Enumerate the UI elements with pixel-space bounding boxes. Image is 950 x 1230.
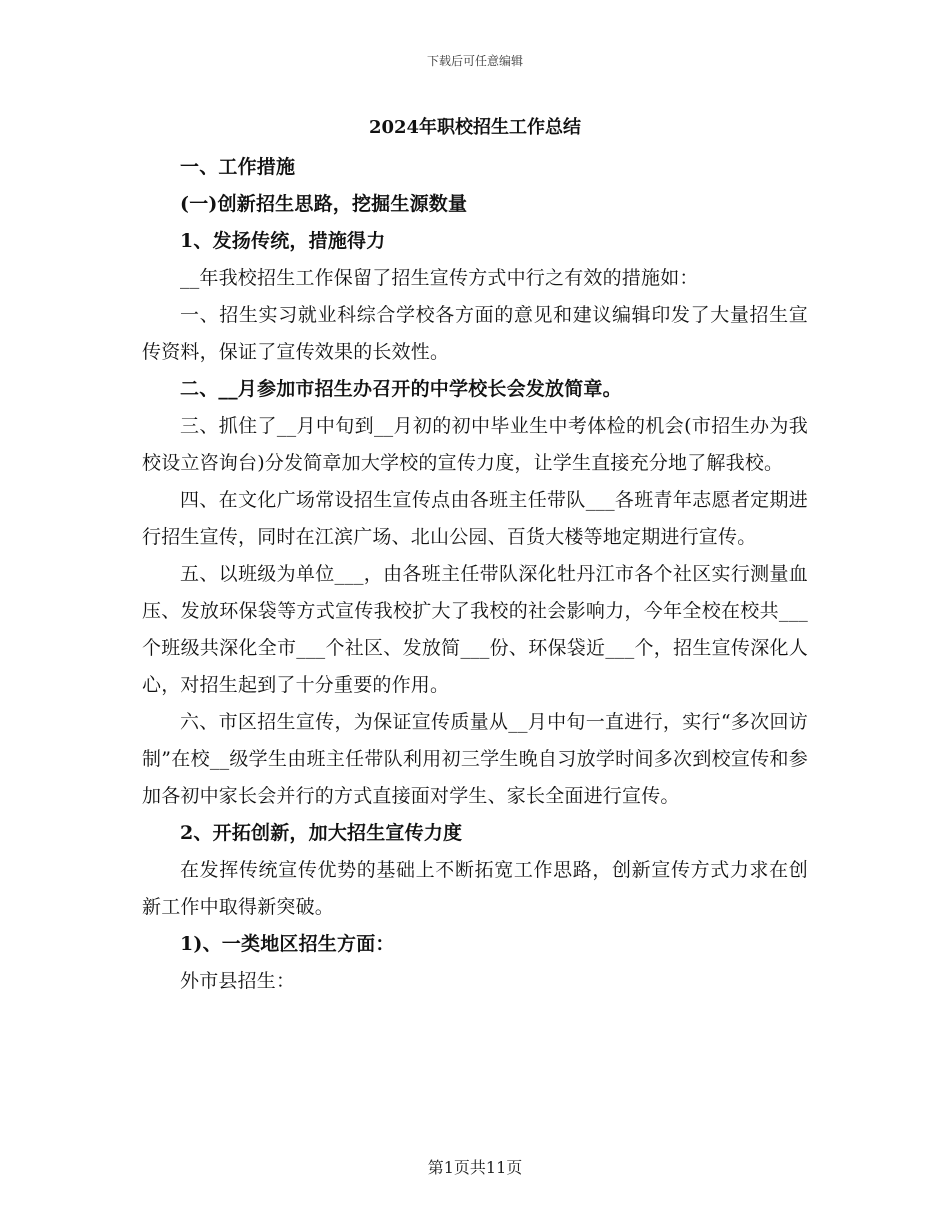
- page-header-note: 下载后可任意编辑: [426, 54, 523, 68]
- item-heading: 1、发扬传统，措施得力: [180, 230, 386, 252]
- paragraph-bold: 二、__月参加市招生办召开的中学校长会发放简章。: [180, 378, 622, 400]
- sub-item-heading: 1)、一类地区招生方面：: [180, 933, 395, 955]
- paragraph: 三、抓住了__月中旬到__月初的初中毕业生中考体检的机会(市招生办为我校设立咨询台)分发简章加大学校的宣传力度，让学生直接充分地了解我校。: [142, 415, 808, 474]
- subsection-heading: (一)创新招生思路，挖掘生源数量: [180, 193, 468, 215]
- paragraph: 在发挥传统宣传优势的基础上不断拓宽工作思路，创新宣传方式力求在创新工作中取得新突破。: [142, 859, 808, 918]
- paragraph: 六、市区招生宣传，为保证宣传质量从__月中旬一直进行，实行“多次回访制”在校__级学生由班主任带队利用初三学生晚自习放学时间多次到校宣传和参加各初中家长会并行的方式直接面对学生、家长全面进行宣传。: [142, 711, 808, 807]
- document-title: 2024年职校招生工作总结: [368, 117, 582, 138]
- paragraph: 五、以班级为单位___，由各班主任带队深化牡丹江市各个社区实行测量血压、发放环保袋等方式宣传我校扩大了我校的社会影响力，今年全校在校共___个班级共深化全市___个社区、发放简___份、环保袋近___个，招生宣传深化人心，对招生起到了十分重要的作用。: [142, 563, 808, 696]
- paragraph: __年我校招生工作保留了招生宣传方式中行之有效的措施如：: [180, 267, 699, 289]
- page-footer-number: 第1页共11页: [427, 1158, 523, 1177]
- section-heading: 一、工作措施: [180, 156, 296, 178]
- paragraph: 四、在文化广场常设招生宣传点由各班主任带队___各班青年志愿者定期进行招生宣传，同时在江滨广场、北山公园、百货大楼等地定期进行宣传。: [142, 489, 808, 548]
- item-heading: 2、开拓创新，加大招生宣传力度: [180, 822, 463, 844]
- paragraph: 一、招生实习就业科综合学校各方面的意见和建议编辑印发了大量招生宣传资料，保证了宣传效果的长效性。: [142, 304, 808, 363]
- document-body: [142, 115, 808, 1000]
- paragraph: 外市县招生：: [180, 970, 296, 992]
